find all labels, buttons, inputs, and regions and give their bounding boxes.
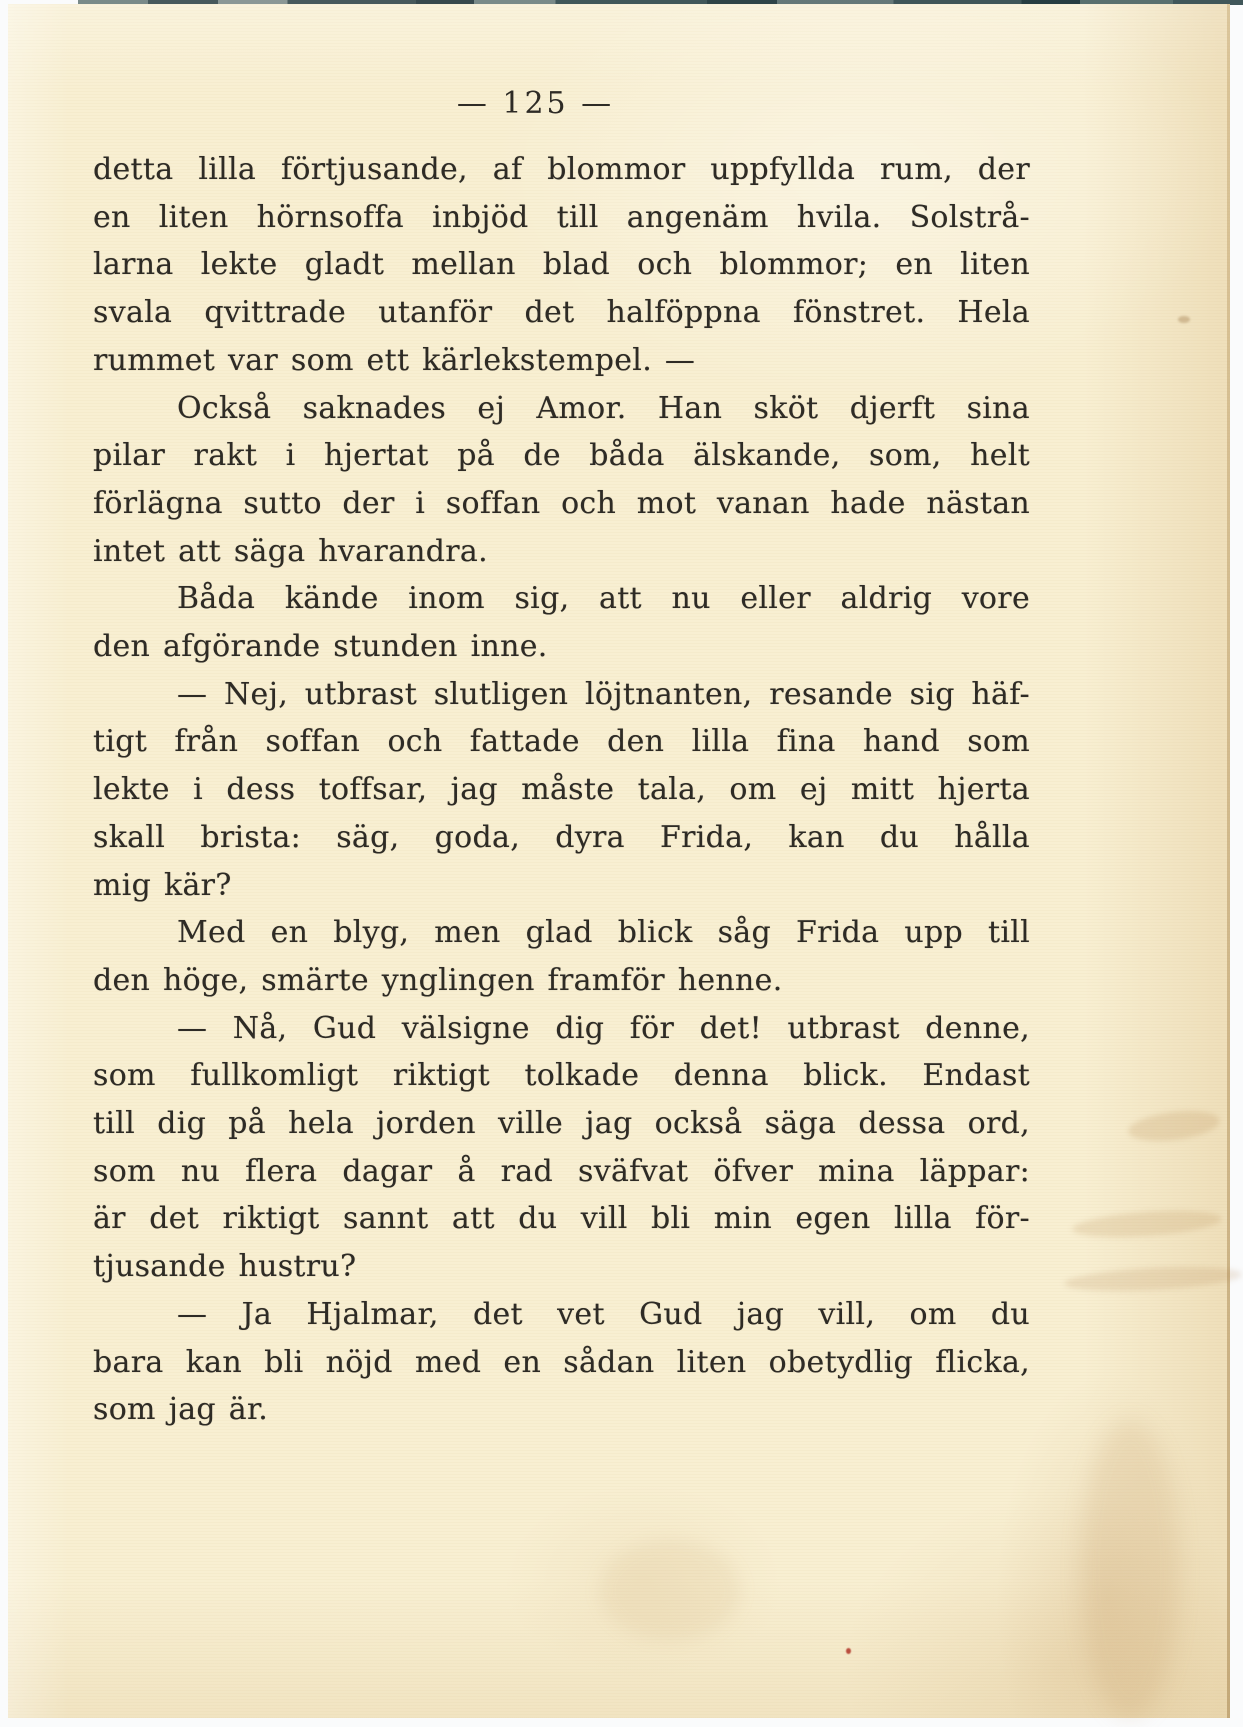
text-line: mig kär? — [93, 867, 232, 903]
text-line: Båda kände inom sig, att nu eller aldrig vore — [177, 581, 1030, 617]
text-line: detta lilla förtjusande, af blommor uppfyllda rum, der — [93, 152, 1030, 187]
page-sheet — [8, 4, 1230, 1718]
text-line: — Nå, Gud välsigne dig för det! utbrast denne, — [177, 1010, 1030, 1046]
text-line: pilar rakt i hjertat på de båda älskande, som, helt — [93, 438, 1030, 474]
text-line: rummet var som ett kärlekstempel. — — [93, 342, 696, 378]
text-block — [93, 146, 1030, 1434]
text-line: — Ja Hjalmar, det vet Gud jag vill, om du — [177, 1296, 1030, 1332]
page-right-edge-shadow — [1227, 4, 1230, 1718]
text-line: larna lekte gladt mellan blad och blommor; en liten — [93, 247, 1030, 283]
text-line: tjusande hustru? — [93, 1249, 357, 1285]
text-line: svala qvittrade utanför det halföppna fönstret. Hela — [93, 295, 1030, 331]
text-line: en liten hörnsoffa inbjöd till angenäm hvila. Solstrå- — [93, 199, 1030, 235]
text-line: förlägna sutto der i soffan och mot vanan hade nästan — [93, 485, 1030, 521]
page-number-header: — 125 — — [456, 86, 615, 121]
text-line: skall brista: säg, goda, dyra Frida, kan du hålla — [93, 819, 1030, 855]
text-line: intet att säga hvarandra. — [93, 533, 488, 569]
text-line: är det riktigt sannt att du vill bli min egen lilla för- — [93, 1201, 1030, 1237]
text-line: till dig på hela jorden ville jag också säga dessa ord, — [93, 1106, 1030, 1142]
text-line: den afgörande stunden inne. — [93, 629, 548, 665]
text-line: som fullkomligt riktigt tolkade denna blick. Endast — [93, 1058, 1030, 1094]
text-line: lekte i dess toffsar, jag måste tala, om ej mitt hjerta — [93, 772, 1030, 808]
text-line: som nu flera dagar å rad sväfvat öfver mina läppar: — [93, 1153, 1030, 1189]
text-line: tigt från soffan och fattade den lilla fina hand som — [93, 724, 1030, 760]
text-line: den höge, smärte ynglingen framför henne. — [93, 962, 783, 998]
text-line: Med en blyg, men glad blick såg Frida upp till — [177, 915, 1030, 951]
text-line: som jag är. — [93, 1392, 269, 1428]
text-line: bara kan bli nöjd med en sådan liten obetydlig flicka, — [93, 1344, 1030, 1380]
text-line: Också saknades ej Amor. Han sköt djerft sina — [177, 390, 1030, 426]
text-line: — Nej, utbrast slutligen löjtnanten, resande sig häf- — [177, 676, 1030, 712]
